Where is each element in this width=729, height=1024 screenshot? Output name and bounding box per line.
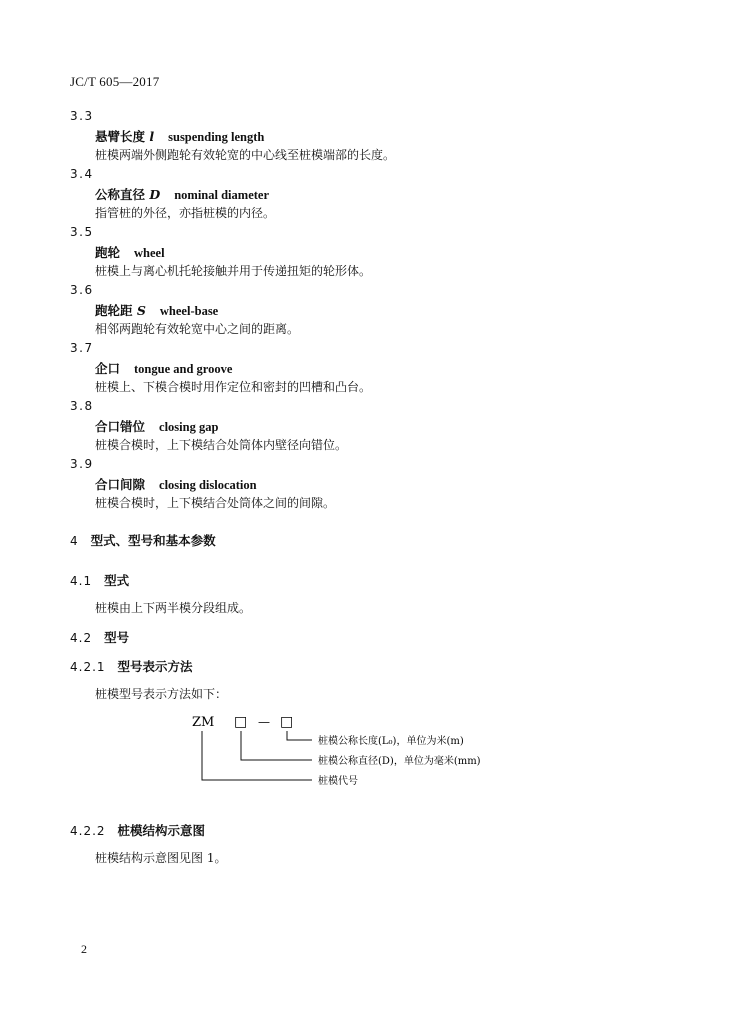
term-symbol: S	[136, 303, 146, 318]
clause-definition: 指管桩的外径，亦指桩模的内径。	[95, 206, 276, 220]
section-4-2-2-text: 桩模结构示意图见图 1。	[95, 851, 227, 865]
term-chinese: 公称直径	[95, 187, 146, 202]
section-number: 4.2.1	[70, 660, 106, 674]
label-length: 桩模公称长度(L₀)，单位为米(m)	[318, 736, 464, 747]
clause-term	[95, 127, 264, 145]
clause-number: 3.7	[70, 341, 94, 355]
section-4-2-heading	[70, 628, 129, 646]
term-chinese: 企口	[95, 361, 121, 376]
term-english: nominal diameter	[174, 188, 270, 202]
section-title: 型号表示方法	[117, 659, 193, 674]
term-english: closing dislocation	[159, 478, 257, 492]
clause-definition: 桩模上、下模合模时用作定位和密封的凹槽和凸台。	[95, 380, 372, 394]
clause-term	[95, 475, 257, 493]
section-4-heading	[70, 531, 216, 549]
section-4-2-2-heading	[70, 821, 205, 839]
diameter-box: □	[234, 714, 248, 730]
label-code: 桩模代号	[318, 776, 358, 787]
label-diameter: 桩模公称直径(D)，单位为毫米(mm)	[318, 756, 481, 767]
term-english: suspending length	[168, 130, 265, 144]
section-4-2-1-text: 桩模型号表示方法如下：	[95, 687, 228, 701]
clause-definition: 相邻两跑轮有效轮宽中心之间的距离。	[95, 322, 300, 336]
model-prefix: ZM	[192, 715, 215, 730]
clause-number: 3.4	[70, 167, 94, 181]
clause-number: 3.6	[70, 283, 94, 297]
clause-term	[95, 417, 218, 435]
clause-term	[95, 301, 218, 319]
clause-number: 3.3	[70, 109, 94, 123]
clause-number: 3.8	[70, 399, 94, 413]
clause-definition: 桩模合模时，上下模结合处筒体内壁径向错位。	[95, 438, 348, 452]
section-number: 4.2.2	[70, 824, 106, 838]
clause-term	[95, 243, 165, 261]
term-english: wheel	[134, 246, 165, 260]
term-chinese: 悬臂长度	[95, 129, 146, 144]
clause-number: 3.9	[70, 457, 94, 471]
clause-definition: 桩模合模时，上下模结合处筒体之间的间隙。	[95, 496, 336, 510]
term-chinese: 跑轮距	[95, 303, 133, 318]
clause-number: 3.5	[70, 225, 94, 239]
clause-definition: 桩模两端外侧跑轮有效轮宽的中心线至桩模端部的长度。	[95, 148, 396, 162]
section-4-2-1-heading	[70, 657, 193, 675]
term-english: closing gap	[159, 420, 219, 434]
section-number: 4	[70, 534, 79, 548]
section-number: 4.2	[70, 631, 93, 645]
term-symbol: D	[149, 187, 161, 202]
leader-lines	[202, 731, 312, 780]
standard-header: JC/T 605—2017	[70, 74, 160, 89]
section-4-1-text: 桩模由上下两半模分段组成。	[95, 601, 252, 615]
term-symbol: l	[149, 129, 155, 144]
section-title: 型式	[104, 573, 130, 588]
dash: —	[258, 715, 270, 729]
clause-term	[95, 185, 269, 203]
term-chinese: 跑轮	[95, 245, 121, 260]
term-chinese: 合口间隙	[95, 477, 146, 492]
term-chinese: 合口错位	[95, 419, 146, 434]
section-4-1-heading	[70, 571, 129, 589]
clause-definition: 桩模上与离心机托轮接触并用于传递扭矩的轮形体。	[95, 264, 372, 278]
section-title: 型号	[104, 630, 130, 645]
page-number: 2	[81, 942, 87, 956]
clause-term	[95, 359, 232, 377]
term-english: wheel-base	[159, 304, 219, 318]
section-title: 型式、型号和基本参数	[90, 533, 216, 548]
length-box: □	[280, 714, 294, 730]
model-designation-diagram	[180, 704, 510, 787]
term-english: tongue and groove	[134, 362, 233, 376]
section-title: 桩模结构示意图	[117, 823, 206, 838]
section-number: 4.1	[70, 574, 93, 588]
